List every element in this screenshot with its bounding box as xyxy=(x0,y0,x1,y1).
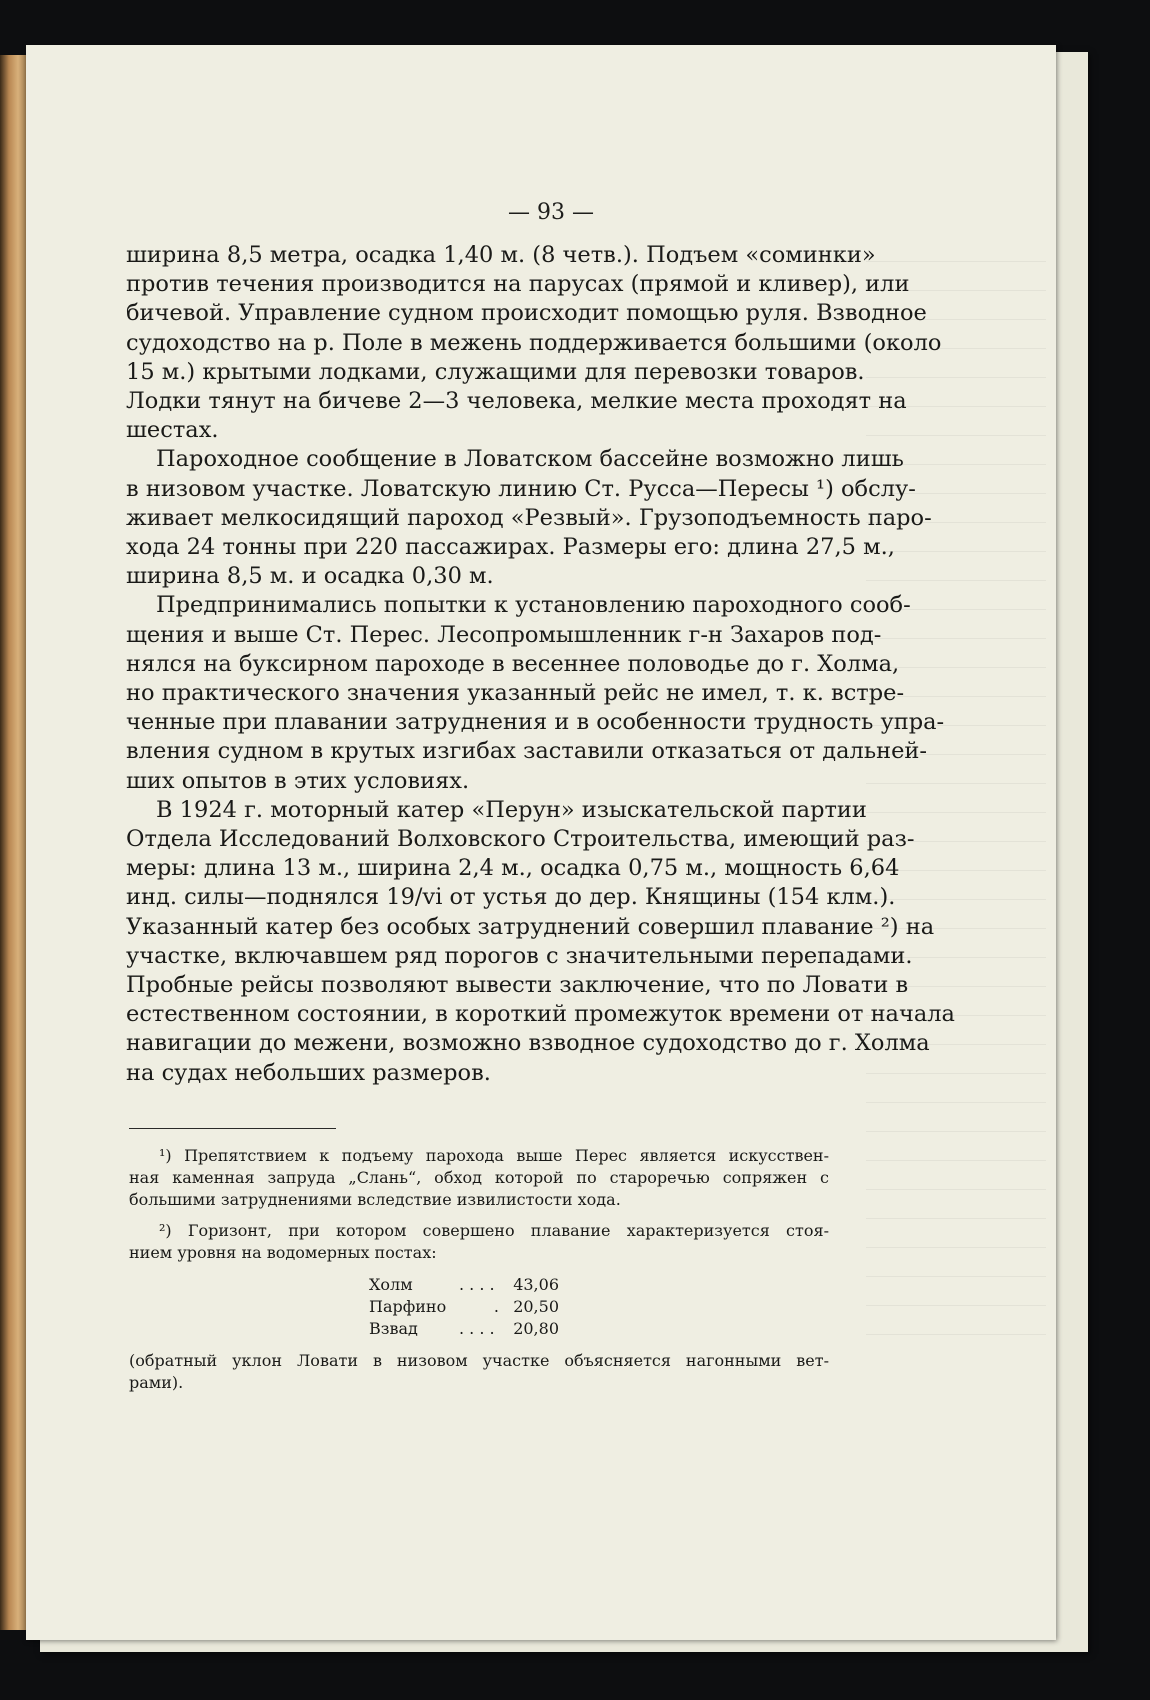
level-row xyxy=(369,1296,829,1318)
text-line: на судах небольших размеров. xyxy=(126,1059,491,1086)
book-page xyxy=(26,45,1056,1640)
text-line: бичевой. Управление судном происходит помощью руля. Взводное xyxy=(126,300,927,327)
leader-dots: . xyxy=(493,1297,499,1316)
main-text xyxy=(126,241,955,1088)
station-name: Взвад xyxy=(369,1319,418,1338)
text-line: участке, включавшем ряд порогов с значительными перепадами. xyxy=(126,942,913,969)
page-number: — 93 — xyxy=(508,200,594,225)
text-line: В 1924 г. моторный катер «Перун» изыскательской партии xyxy=(156,796,867,823)
text-line: навигации до межени, возможно взводное судоходство до г. Холма xyxy=(126,1030,930,1057)
paragraph-1 xyxy=(126,241,942,445)
text-line: вления судном в крутых изгибах заставили отказаться от дальней- xyxy=(126,738,928,765)
text-line: против течения производится на парусах (прямой и кливер), или xyxy=(126,271,910,298)
text-line: Лодки тянут на бичеве 2—3 человека, мелкие места проходят на xyxy=(126,388,907,415)
level-value: 20,80 xyxy=(513,1319,559,1338)
level-row xyxy=(369,1274,829,1296)
text-line: шестах. xyxy=(126,417,219,444)
text-line: естественном состоянии, в короткий промежуток времени от начала xyxy=(126,1001,955,1028)
text-line: Предпринимались попытки к установлению пароходного сооб- xyxy=(156,592,911,619)
station-name: Парфино xyxy=(369,1297,447,1316)
footnote-line: рами). xyxy=(129,1373,184,1392)
text-line: щения и выше Ст. Перес. Лесопромышленник г-н Захаров под- xyxy=(126,621,882,648)
leader-dots: . . . . xyxy=(459,1275,495,1294)
text-line: в низовом участке. Ловатскую линию Ст. Русса—Пересы ¹) обслу- xyxy=(126,475,916,502)
text-line: судоходство на р. Поле в межень поддерживается большими (около xyxy=(126,329,942,356)
paragraph-3 xyxy=(126,591,945,795)
paragraph-2 xyxy=(126,445,932,591)
text-line: нялся на буксирном пароходе в весеннее половодье до г. Холма, xyxy=(126,650,900,677)
leader-dots: . . . . xyxy=(459,1319,495,1338)
text-line: меры: длина 13 м., ширина 2,4 м., осадка 0,75 м., мощность 6,64 xyxy=(126,855,900,882)
text-line: инд. силы—поднялся 19/vi от устья до дер. Княщины (154 клм.). xyxy=(126,884,896,911)
level-row xyxy=(369,1318,829,1340)
footnote-line: (обратный уклон Ловати в низовом участке объясняется нагонными вет- xyxy=(129,1351,829,1370)
text-line: но практического значения указанный рейс не имел, т. к. встре- xyxy=(126,680,905,707)
text-line: 15 м.) крытыми лодками, служащими для перевозки товаров. xyxy=(126,358,865,385)
footnote-line: нием уровня на водомерных постах: xyxy=(129,1243,437,1262)
footnote-line: ¹) Препятствием к подъему парохода выше Перес является искусствен- xyxy=(159,1146,829,1165)
footnote-line: ная каменная запруда „Слань“, обход которой по староречью сопряжен с xyxy=(129,1168,829,1187)
station-name: Холм xyxy=(369,1275,413,1294)
text-line: Пробные рейсы позволяют вывести заключение, что по Ловати в xyxy=(126,972,909,999)
text-line: ших опытов в этих условиях. xyxy=(126,767,470,794)
footnote-divider xyxy=(129,1128,336,1129)
footnote-line: ²) Горизонт, при котором совершено плавание характеризуется стоя- xyxy=(159,1221,829,1240)
text-line: хода 24 тонны при 220 пассажирах. Размеры его: длина 27,5 м., xyxy=(126,534,895,561)
text-line: ченные при плавании затруднения и в особенности трудность упра- xyxy=(126,709,945,736)
footnote-line: большими затруднениями вследствие извилистости хода. xyxy=(129,1190,621,1209)
text-line: живает мелкосидящий пароход «Резвый». Грузоподъемность паро- xyxy=(126,504,932,531)
paragraph-4 xyxy=(126,796,955,1088)
level-value: 20,50 xyxy=(513,1297,559,1316)
text-line: Указанный катер без особых затруднений совершил плавание ²) на xyxy=(126,913,935,940)
footnote-1 xyxy=(129,1145,829,1211)
text-line: Отдела Исследований Волховского Строительства, имеющий раз- xyxy=(126,826,915,853)
level-value: 43,06 xyxy=(513,1275,559,1294)
footnote-2 xyxy=(129,1220,829,1394)
text-line: ширина 8,5 м. и осадка 0,30 м. xyxy=(126,563,494,590)
text-line: ширина 8,5 метра, осадка 1,40 м. (8 четв.). Подъем «соминки» xyxy=(126,242,876,268)
footnotes xyxy=(129,1145,829,1403)
text-line: Пароходное сообщение в Ловатском бассейне возможно лишь xyxy=(156,446,904,473)
water-level-table xyxy=(369,1274,829,1340)
